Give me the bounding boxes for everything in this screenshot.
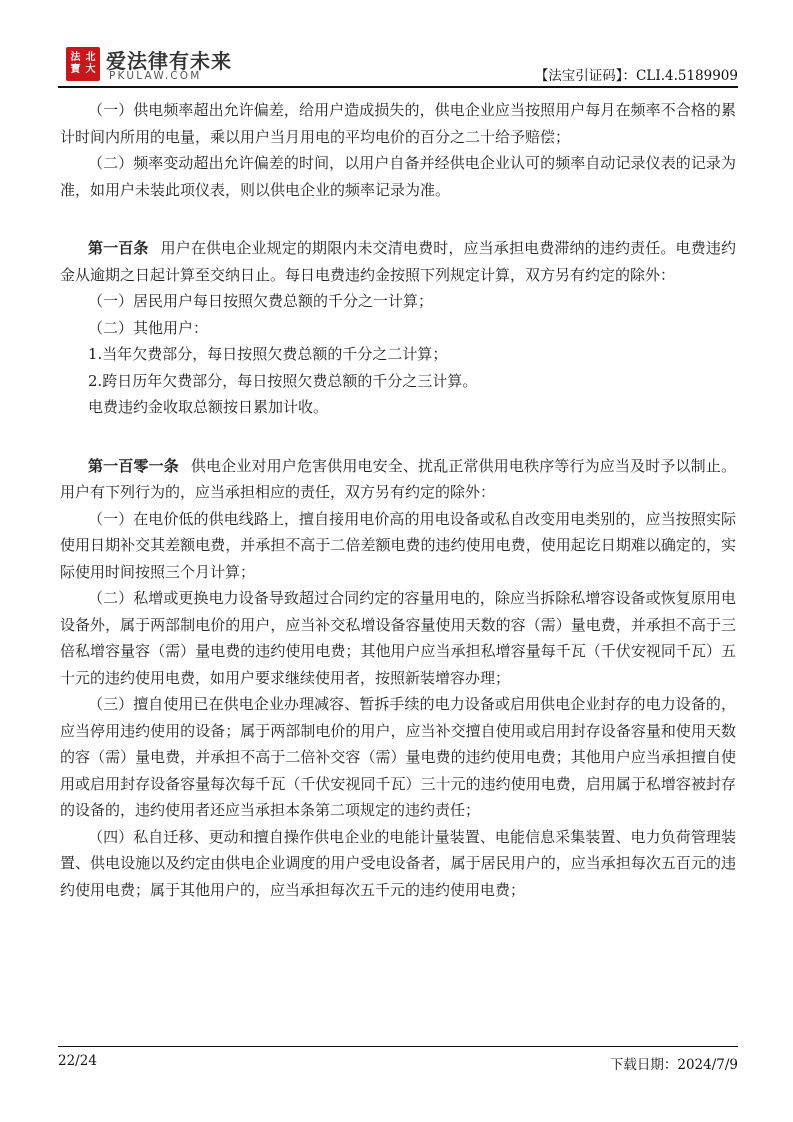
list-item: 1.当年欠费部分，每日按照欠费总额的千分之二计算；: [88, 345, 448, 363]
article-title: 第一百零一条: [88, 456, 179, 475]
footer-divider: [58, 1046, 738, 1047]
paragraph: （二）频率变动超出允许偏差的时间，以用户自备并经供电企业认可的频率自动记录仪表的记录为准，如用户未装此项仪表，则以供电企业的频率记录为准。: [60, 154, 736, 199]
article-101: [60, 453, 736, 506]
seal-char: 法: [70, 52, 81, 63]
article-title: 第一百条: [88, 239, 149, 257]
logo-domain: PKULAW.COM: [109, 70, 202, 82]
seal-char: 北: [85, 52, 96, 63]
paragraph: （二）私增或更换电力设备导致超过合同约定的容量用电的，除应当拆除私增容设备或恢复原用电设备外，属于两部制电价的用户，应当补交私增设备容量使用天数的容（需）量电费，并承担不高于三倍私增容量容（需）量电费的违约使用电费；其他用户应当承担私增容量每千瓦（千伏安视同千瓦）五十元的违约使用电费，如用户要求继续使用者，按照新装增容办理；: [60, 589, 736, 687]
pkulaw-seal-logo: [66, 47, 100, 81]
paragraph: （一）在电价低的供电线路上，擅自接用电价高的用电设备或私自改变用电类别的，应当按照实际使用日期补交其差额电费，并承担不高于二倍差额电费的违约使用电费，使用起讫日期难以确定的，实际使用时间按照三个月计算；: [60, 509, 736, 581]
paragraph: （四）私自迁移、更动和擅自操作供电企业的电能计量装置、电能信息采集装置、电力负荷管理装置、供电设施以及约定由供电企业调度的用户受电设备者，属于居民用户的，应当承担每次五百元的违约使用电费；属于其他用户的，应当承担每次五千元的违约使用电费；: [60, 827, 736, 899]
paragraph: （三）擅自使用已在供电企业办理减容、暂拆手续的电力设备或启用供电企业封存的电力设备的，应当停用违约使用的设备；属于两部制电价的用户，应当补交擅自使用或启用封存设备容量和使用天数的容（需）量电费，并承担不高于二倍补交容（需）量电费的违约使用电费；其他用户应当承担擅自使用或启用封存设备容量每次每千瓦（千伏安视同千瓦）三十元的违约使用电费，启用属于私增容被封存的设备的，违约使用者还应当承担本条第二项规定的违约责任；: [60, 695, 736, 819]
download-date: 下载日期：2024/7/9: [609, 1057, 738, 1073]
logo-slogan: 爱法律有未来: [106, 49, 232, 73]
article-text: 供电企业对用户危害供用电安全、扰乱正常供用电秩序等行为应当及时予以制止。用户有下列行为的，应当承担相应的责任，双方另有约定的除外：: [60, 456, 736, 501]
list-item: 2.跨日历年欠费部分，每日按照欠费总额的千分之三计算。: [88, 371, 478, 390]
header-divider: [58, 86, 738, 88]
seal-char: 大: [85, 64, 96, 75]
document-body: [60, 97, 736, 903]
citation-code: 【法宝引证码】：CLI.4.5189909: [534, 68, 738, 84]
page-header: [58, 42, 738, 86]
list-item: （一）居民用户每日按照欠费总额的千分之一计算；: [88, 292, 434, 310]
article-text: 用户在供电企业规定的期限内未交清电费时，应当承担电费滞纳的违约责任。电费违约金从逾期之日起计算至交纳日止。每日电费违约金按照下列规定计算，双方另有约定的除外：: [60, 239, 736, 284]
seal-char: 寶: [70, 64, 81, 75]
list-item: （二）其他用户：: [88, 318, 209, 337]
list-item: 电费违约金收取总额按日累加计收。: [88, 398, 329, 416]
page-number: 22/24: [58, 1053, 97, 1069]
article-100: [60, 235, 736, 288]
paragraph: （一）供电频率超出允许偏差，给用户造成损失的，供电企业应当按照用户每月在频率不合格的累计时间内所用的电量，乘以用户当月用电的平均电价的百分之二十给予赔偿；: [60, 101, 736, 146]
